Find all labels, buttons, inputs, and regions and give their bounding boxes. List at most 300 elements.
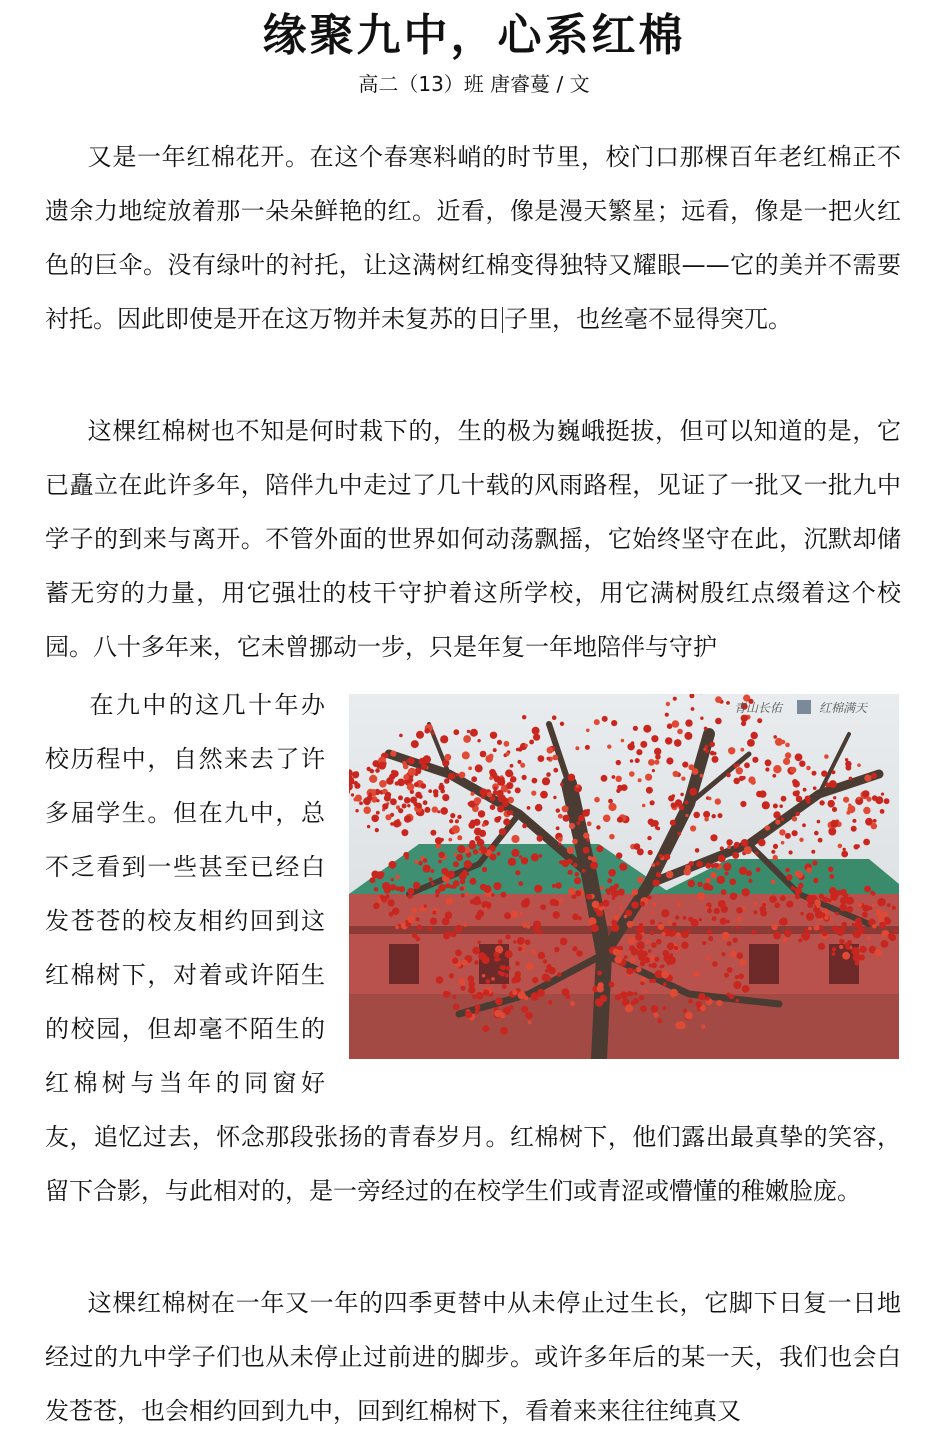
blossom <box>665 713 669 717</box>
blossom <box>855 917 862 924</box>
blossom <box>607 745 611 749</box>
blossom <box>499 828 506 835</box>
blossom <box>785 833 791 839</box>
blossom <box>652 879 659 886</box>
blossom <box>442 794 449 801</box>
blossom <box>461 986 466 991</box>
blossom <box>739 959 746 966</box>
blossom <box>574 877 581 884</box>
blossom <box>852 923 855 926</box>
blossom <box>661 971 669 979</box>
blossom <box>576 821 580 825</box>
blossom <box>710 834 717 841</box>
blossom <box>784 930 791 937</box>
blossom <box>652 863 656 867</box>
blossom <box>727 941 732 946</box>
blossom <box>685 814 688 817</box>
blossom <box>889 934 896 941</box>
blossom <box>538 952 545 959</box>
blossom <box>663 955 670 962</box>
blossom <box>607 878 612 883</box>
blossom <box>867 936 871 940</box>
blossom <box>883 912 888 917</box>
blossom <box>843 848 846 851</box>
blossom <box>626 952 629 955</box>
blossom <box>413 882 420 889</box>
blossom <box>423 800 428 805</box>
blossom <box>627 921 634 928</box>
blossom <box>706 956 711 961</box>
blossom <box>658 924 664 930</box>
blossom <box>547 757 551 761</box>
blossom <box>452 995 456 999</box>
blossom <box>785 743 790 748</box>
blossom <box>703 883 711 891</box>
blossom <box>712 916 717 921</box>
blossom <box>796 796 803 803</box>
blossom <box>489 854 496 861</box>
blossom <box>496 790 503 797</box>
blossom <box>582 869 586 873</box>
blossom <box>665 737 672 744</box>
blossom <box>747 739 755 747</box>
blossom <box>681 931 689 939</box>
blossom <box>505 752 509 756</box>
blossom <box>370 877 376 883</box>
blossom <box>603 815 611 823</box>
blossom <box>838 844 843 849</box>
blossom <box>744 762 750 768</box>
blossom <box>655 861 660 866</box>
blossom <box>590 861 598 869</box>
blossom <box>644 990 648 994</box>
blossom <box>423 755 431 763</box>
blossom <box>408 768 416 776</box>
blossom <box>671 802 677 808</box>
blossom <box>691 707 695 711</box>
blossom <box>851 826 857 832</box>
blossom <box>548 1000 552 1004</box>
blossom <box>806 766 811 771</box>
blossom <box>511 978 517 984</box>
blossom <box>576 950 582 956</box>
blossom <box>729 994 735 1000</box>
blossom <box>491 893 495 897</box>
blossom <box>353 797 357 801</box>
blossom <box>812 771 817 776</box>
blossom <box>438 860 442 864</box>
blossom <box>706 996 710 1000</box>
blossom <box>771 850 775 854</box>
blossom <box>450 885 454 889</box>
blossom <box>608 869 616 877</box>
blossom <box>727 967 733 973</box>
blossom <box>692 768 699 775</box>
blossom <box>828 867 833 872</box>
blossom <box>795 753 803 761</box>
blossom <box>363 797 371 805</box>
blossom <box>741 839 749 847</box>
blossom <box>688 880 695 887</box>
watermark-right: 红棉满天 <box>819 701 868 715</box>
blossom <box>399 886 405 892</box>
blossom <box>712 756 719 763</box>
blossom <box>748 776 755 783</box>
blossom <box>611 720 617 726</box>
blossom <box>695 848 700 853</box>
blossom <box>875 909 882 916</box>
blossom <box>486 979 491 984</box>
blossom <box>480 788 488 796</box>
blossom <box>440 838 444 842</box>
blossom <box>806 913 814 921</box>
blossom <box>502 984 507 989</box>
blossom <box>626 968 633 975</box>
blossom <box>807 867 813 873</box>
blossom <box>651 824 654 827</box>
blossom <box>844 942 849 947</box>
paragraph-3-text: 在九中的这几十年办校历程中，自然来去了许多届学生。但在九中，总不乏看到一些甚至已经白发苍苍的校友相约回到这红棉树下，对着或许陌生的校园，但却毫不陌生的红棉树与当年的同窗好友，追忆过去，怀念那段张扬的青春岁月。红棉树下，他们露出最真挚的笑容，留下合影，与此相对的，是一旁经过的在校学生们或青涩或懵懂的稚嫩脸庞。 <box>45 691 901 1205</box>
blossom <box>790 767 796 773</box>
blossom <box>531 853 539 861</box>
blossom <box>740 801 746 807</box>
blossom <box>351 793 354 796</box>
blossom <box>864 886 871 893</box>
blossom <box>586 839 589 842</box>
blossom <box>532 778 538 784</box>
blossom <box>830 918 833 921</box>
blossom <box>738 974 744 980</box>
blossom <box>511 849 519 857</box>
blossom <box>562 860 570 868</box>
blossom <box>813 786 817 790</box>
blossom <box>705 749 709 753</box>
blossom <box>847 805 855 813</box>
blossom <box>355 809 358 812</box>
blossom <box>522 944 526 948</box>
blossom <box>685 865 691 871</box>
blossom <box>688 999 693 1004</box>
blossom <box>737 952 744 959</box>
blossom <box>744 892 748 896</box>
blossom <box>553 911 560 918</box>
blossom <box>392 908 399 915</box>
blossom <box>506 782 513 789</box>
blossom <box>652 979 656 983</box>
blossom <box>799 761 805 767</box>
blossom <box>510 764 514 768</box>
blossom <box>661 909 669 917</box>
blossom <box>619 863 627 871</box>
blossom <box>429 877 433 881</box>
blossom <box>527 806 531 810</box>
blossom <box>795 894 800 899</box>
blossom <box>552 884 556 888</box>
blossom <box>537 989 545 997</box>
blossom <box>558 814 563 819</box>
blossom <box>762 903 766 907</box>
blossom <box>681 942 688 949</box>
blossom <box>457 845 465 853</box>
blossom <box>707 908 712 913</box>
blossom <box>762 801 770 809</box>
blossom <box>520 763 525 768</box>
blossom <box>650 800 655 805</box>
blossom <box>680 793 684 797</box>
blossom <box>547 747 554 754</box>
blossom <box>475 764 483 772</box>
blossom <box>406 759 410 763</box>
blossom <box>872 903 876 907</box>
blossom <box>808 926 812 930</box>
blossom <box>495 998 503 1006</box>
blossom <box>371 815 379 823</box>
blossom <box>841 922 847 928</box>
blossom <box>707 929 712 934</box>
blossom <box>775 903 781 909</box>
blossom <box>375 768 380 773</box>
blossom <box>609 982 615 988</box>
blossom <box>735 975 739 979</box>
blossom <box>407 783 415 791</box>
blossom <box>493 952 499 958</box>
blossom <box>498 971 502 975</box>
blossom <box>715 798 721 804</box>
blossom <box>648 850 653 855</box>
blossom <box>522 715 526 719</box>
blossom <box>586 729 590 733</box>
blossom <box>526 901 530 905</box>
blossom <box>689 788 697 796</box>
blossom <box>873 819 877 823</box>
blossom <box>740 748 744 752</box>
blossom <box>600 886 604 890</box>
blossom <box>664 854 670 860</box>
blossom <box>655 754 661 760</box>
blossom <box>685 1012 693 1020</box>
blossom <box>408 894 413 899</box>
blossom <box>742 906 746 910</box>
blossom <box>478 810 485 817</box>
blossom <box>645 774 652 781</box>
blossom <box>397 779 405 787</box>
blossom <box>402 761 407 766</box>
blossom <box>871 823 878 830</box>
blossom <box>662 932 666 936</box>
blossom <box>670 930 676 936</box>
blossom <box>722 932 730 940</box>
blossom <box>881 793 884 796</box>
blossom <box>381 896 388 903</box>
blossom <box>780 895 786 901</box>
blossom <box>587 821 592 826</box>
blossom <box>498 939 503 944</box>
blossom <box>863 807 870 814</box>
blossom <box>748 879 752 883</box>
blossom <box>432 911 436 915</box>
blossom <box>718 855 726 863</box>
blossom <box>652 902 656 906</box>
blossom <box>534 885 542 893</box>
blossom <box>672 922 676 926</box>
blossom <box>829 780 837 788</box>
blossom <box>792 816 797 821</box>
blossom <box>482 974 485 977</box>
blossom <box>639 995 644 1000</box>
blossom <box>517 937 525 945</box>
blossom <box>736 767 743 774</box>
blossom <box>765 759 772 766</box>
blossom <box>436 894 440 898</box>
blossom <box>489 776 493 780</box>
blossom <box>522 922 527 927</box>
blossom <box>455 950 462 957</box>
blossom <box>501 965 506 970</box>
blossom <box>830 820 838 828</box>
blossom <box>411 740 419 748</box>
blossom <box>647 836 651 840</box>
blossom <box>792 830 798 836</box>
blossom <box>532 727 540 735</box>
blossom <box>385 792 391 798</box>
blossom <box>515 971 521 977</box>
blossom <box>616 852 622 858</box>
blossom <box>388 899 395 906</box>
blossom <box>448 773 455 780</box>
blossom <box>468 822 475 829</box>
blossom <box>558 837 563 842</box>
blossom <box>354 783 360 789</box>
blossom <box>483 1025 490 1032</box>
blossom <box>677 903 681 907</box>
blossom <box>546 772 551 777</box>
blossom <box>467 976 474 983</box>
blossom <box>512 990 517 995</box>
blossom <box>688 917 693 922</box>
blossom <box>670 989 678 997</box>
blossom <box>637 877 644 884</box>
blossom <box>453 729 459 735</box>
paragraph-2-text: 这棵红棉树也不知是何时栽下的，生的极为巍峨挺拔，但可以知道的是，它已矗立在此许多年，陪伴九中走过了几十载的风雨路程，见证了一批又一批九中学子的到来与离开。不管外面的世界如何动荡飘摇，它始终坚守在此，沉默却储蓄无穷的力量，用它强壮的枝干守护着这所学校，用它满树殷红点缀着这个校园。八十多年来，它未曾挪动一步，只是年复一年地陪伴与守护 <box>45 417 901 661</box>
blossom <box>583 832 589 838</box>
blossom <box>384 887 391 894</box>
blossom <box>710 872 716 878</box>
blossom <box>445 883 450 888</box>
blossom <box>414 782 419 787</box>
blossom <box>681 777 685 781</box>
blossom <box>455 925 463 933</box>
paragraph-4 <box>45 1276 901 1438</box>
blossom <box>414 860 418 864</box>
blossom <box>462 960 468 966</box>
blossom <box>617 785 622 790</box>
blossom <box>736 926 740 930</box>
blossom <box>668 795 674 801</box>
blossom <box>813 878 818 883</box>
blossom <box>583 847 590 854</box>
blossom <box>697 892 705 900</box>
blossom <box>453 861 459 867</box>
blossom <box>390 822 394 826</box>
blossom <box>525 939 531 945</box>
blossom <box>690 825 696 831</box>
blossom <box>721 906 728 913</box>
blossom <box>725 872 729 876</box>
blossom <box>795 812 800 817</box>
blossom <box>439 783 443 787</box>
blossom <box>675 915 679 919</box>
blossom <box>355 771 359 775</box>
blossom <box>475 1009 480 1014</box>
blossom <box>435 889 440 894</box>
blossom <box>529 740 534 745</box>
blossom <box>742 985 750 993</box>
blossom <box>796 871 803 878</box>
blossom <box>675 932 680 937</box>
blossom <box>463 923 467 927</box>
paragraph-1-text-a: 又是一年红棉花开。在这个春寒料峭的时节里，校门口那棵百年老红棉正不遗余力地绽放着那一朵朵鲜艳的红。近看，像是漫天繁星；远看，像是一把火红色的巨伞。没有绿叶的衬托，让这满树红棉变得独特又耀眼——它的美并不需要衬托。因此即使是开在这万物并未复苏的日 <box>45 143 901 333</box>
blossom <box>793 780 800 787</box>
blossom <box>461 893 465 897</box>
paragraph-4-text: 这棵红棉树在一年又一年的四季更替中从未停止过生长，它脚下日复一日地经过的九中学子们也从未停止过前进的脚步。或许多年后的某一天，我们也会白发苍苍，也会相约回到九中，回到红棉树下，看着来来往往纯真又 <box>45 1289 901 1425</box>
blossom <box>781 740 785 744</box>
blossom <box>424 728 430 734</box>
blossom <box>860 946 867 953</box>
blossom <box>652 769 655 772</box>
blossom <box>799 838 803 842</box>
blossom <box>568 870 573 875</box>
blossom <box>699 918 702 921</box>
blossom <box>736 763 740 767</box>
blossom <box>624 955 628 959</box>
blossom <box>756 867 761 872</box>
blossom <box>532 977 538 983</box>
blossom <box>468 802 472 806</box>
blossom <box>382 803 388 809</box>
blossom <box>741 715 748 722</box>
blossom <box>853 930 861 938</box>
blossom <box>615 994 621 1000</box>
blossom <box>521 1006 528 1013</box>
blossom <box>667 943 674 950</box>
blossom <box>779 919 786 926</box>
blossom <box>726 701 730 705</box>
blossom <box>614 884 619 889</box>
blossom <box>818 838 823 843</box>
blossom <box>430 830 436 836</box>
blossom <box>531 950 536 955</box>
blossom <box>612 775 616 779</box>
blossom <box>636 941 644 949</box>
blossom <box>494 958 498 962</box>
blossom <box>568 887 576 895</box>
blossom <box>522 824 527 829</box>
blossom <box>727 845 731 849</box>
blossom <box>817 820 821 824</box>
blossom <box>666 702 670 706</box>
blossom <box>480 751 487 758</box>
blossom <box>482 956 490 964</box>
blossom <box>701 1024 705 1028</box>
blossom <box>575 890 581 896</box>
blossom <box>822 897 828 903</box>
blossom <box>404 797 411 804</box>
blossom <box>677 832 681 836</box>
article-title: 缘聚九中，心系红棉 <box>0 8 948 64</box>
blossom <box>533 927 539 933</box>
blossom <box>613 948 619 954</box>
blossom <box>453 1004 460 1011</box>
